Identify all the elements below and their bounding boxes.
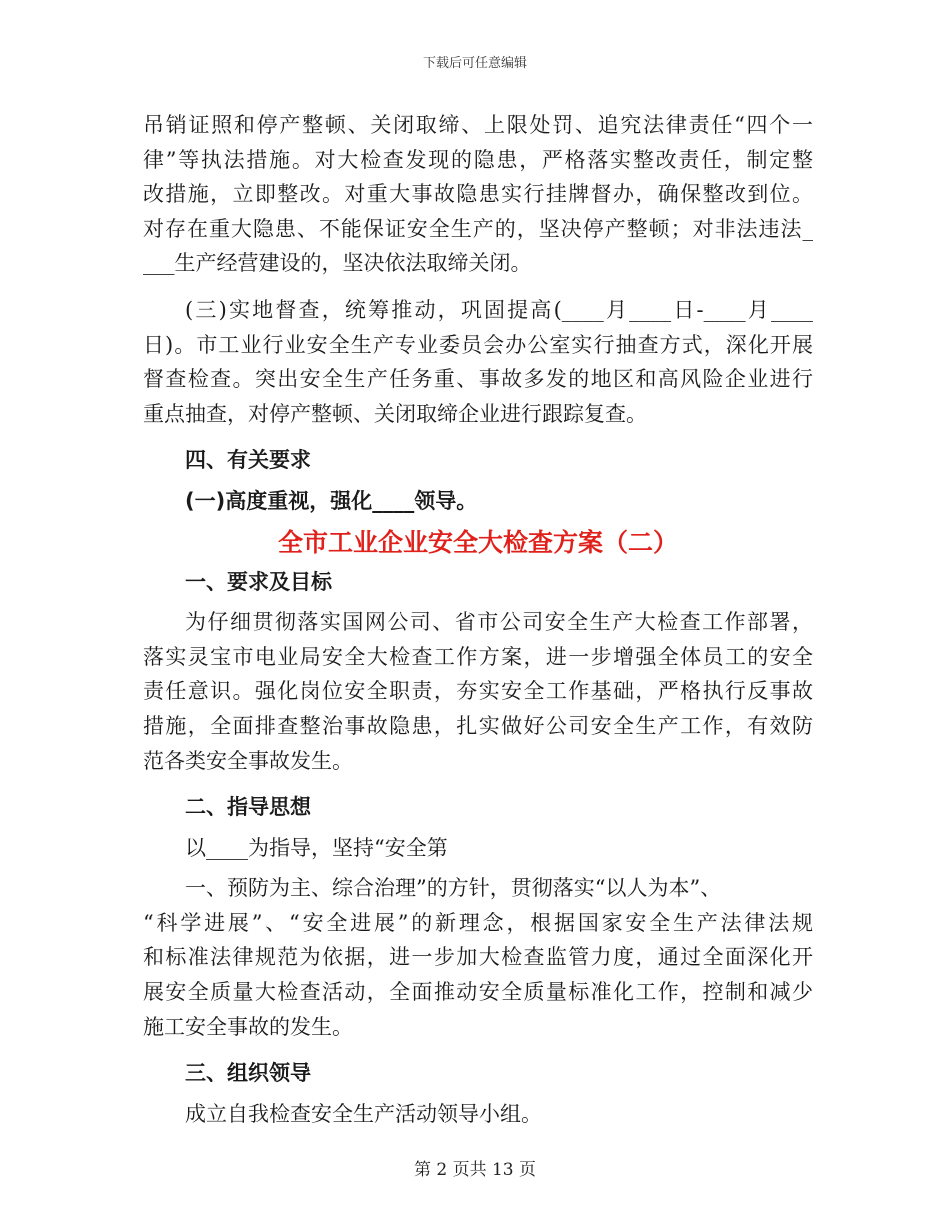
paragraph-line: 落实灵宝市电业局安全大检查工作方案，进一步增强全体员工的安全 — [143, 644, 813, 669]
paragraph-line: 吊销证照和停产整顿、关闭取缔、上限处罚、追究法律责任“四个一 — [143, 113, 813, 137]
paragraph-line: 为仔细贯彻落实国网公司、省市公司安全生产大检查工作部署， — [185, 610, 813, 635]
paragraph-line: 施工安全事故的发生。 — [143, 1014, 353, 1039]
paragraph-line: 重点抽查，对停产整顿、关闭取缔企业进行跟踪复查。 — [143, 401, 647, 426]
section-heading: 二、指导思想 — [185, 795, 311, 820]
section-heading: 三、组织领导 — [185, 1061, 311, 1086]
paragraph-line: 一、预防为主、综合治理”的方针，贯彻落实“以人为本”、 — [185, 876, 722, 901]
paragraph-line: 措施，全面排查整治事故隐患，扎实做好公司安全生产工作，有效防 — [143, 713, 813, 738]
paragraph-line: 展安全质量大检查活动，全面推动安全质量标准化工作，控制和减少 — [143, 980, 813, 1005]
paragraph-line: 对存在重大隐患、不能保证安全生产的，坚决停产整顿；对非法违法_ — [143, 216, 813, 241]
paragraph-line: 成立自我检查安全生产活动领导小组。 — [185, 1101, 542, 1126]
paragraph-line: 日)。市工业行业安全生产专业委员会办公室实行抽查方式，深化开展 — [143, 332, 813, 357]
paragraph-line: “科学进展”、“安全进展”的新理念，根据国家安全生产法律法规 — [143, 910, 813, 935]
paragraph-line: 和标准法律规范为依据，进一步加大检查监管力度，通过全面深化开 — [143, 945, 813, 970]
paragraph-line: 以____为指导，坚持“安全第 — [185, 835, 448, 860]
subsection-heading: (一)高度重视，强化____领导。 — [185, 488, 478, 513]
document-title: 全市工业企业安全大检查方案（二） — [277, 527, 678, 557]
page-footer: 第 2 页共 13 页 — [413, 1160, 537, 1180]
paragraph-line: 督查检查。突出安全生产任务重、事故多发的地区和高风险企业进行 — [143, 367, 813, 392]
section-heading: 四、有关要求 — [185, 448, 311, 473]
paragraph-line: ___生产经营建设的，坚决依法取缔关闭。 — [143, 251, 532, 276]
section-heading: 一、要求及目标 — [185, 569, 332, 594]
paragraph-line: 范各类安全事故发生。 — [143, 748, 353, 773]
page-header: 下载后可任意编辑 — [422, 56, 527, 71]
document-body — [143, 108, 813, 1131]
paragraph-line: 律”等执法措施。对大检查发现的隐患，严格落实整改责任，制定整 — [143, 147, 813, 172]
paragraph-line: (三)实地督查，统筹推动，巩固提高(____月____日-____月____ — [185, 297, 813, 322]
paragraph-line: 改措施，立即整改。对重大事故隐患实行挂牌督办，确保整改到位。 — [143, 182, 813, 207]
paragraph-line: 责任意识。强化岗位安全职责，夯实安全工作基础，严格执行反事故 — [143, 679, 813, 704]
